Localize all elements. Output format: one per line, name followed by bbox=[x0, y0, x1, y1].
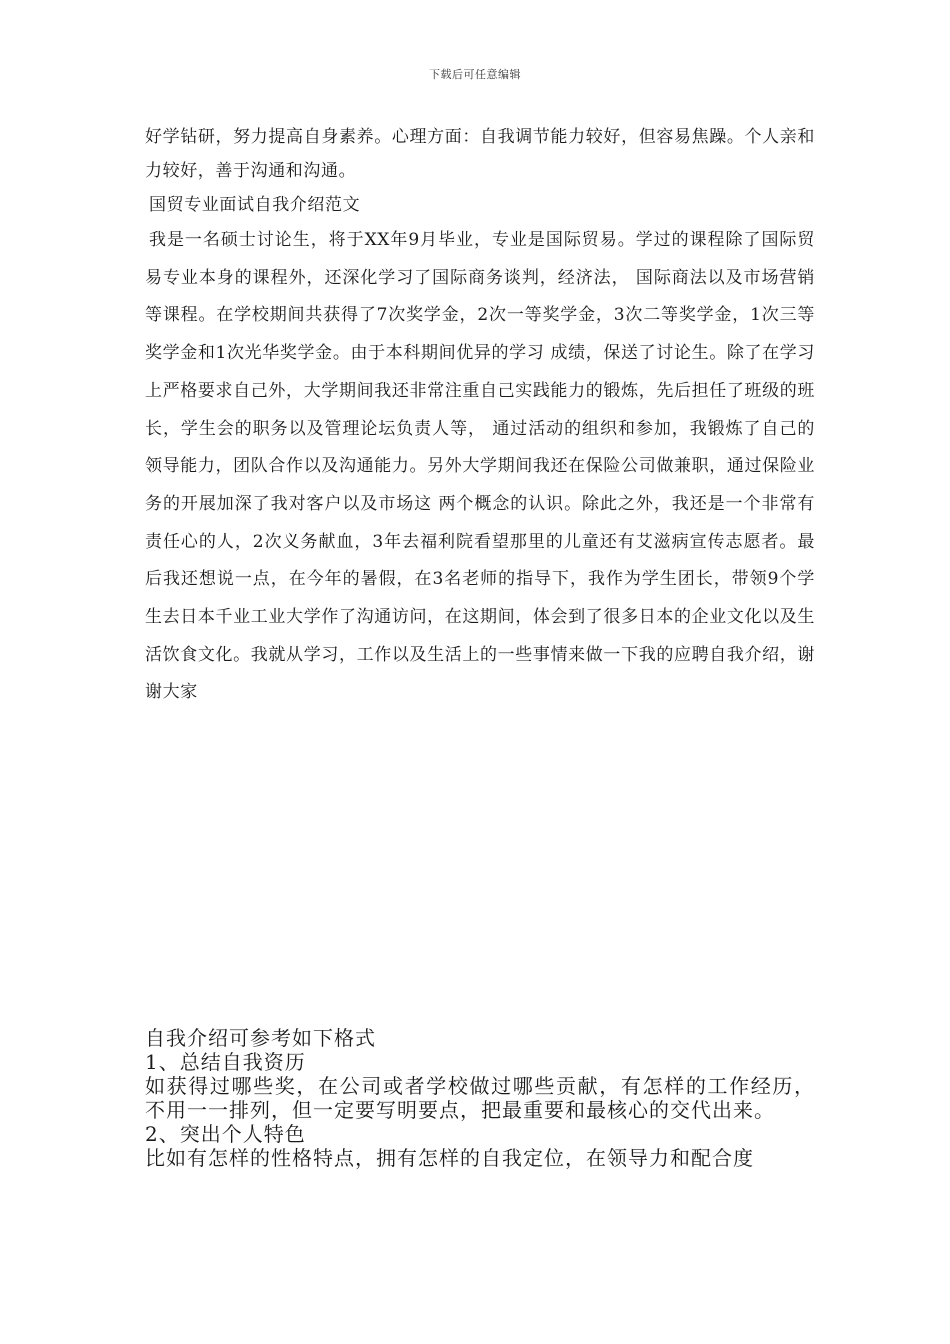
page-header-note: 下载后可任意编辑 bbox=[429, 68, 521, 81]
format-item2-body: 比如有怎样的性格特点，拥有怎样的自我定位，在领导力和配合度 bbox=[145, 1146, 754, 1170]
format-item1-title: 1、总结自我资历 bbox=[145, 1050, 306, 1074]
format-section bbox=[145, 1026, 815, 1170]
format-item1-body: 如获得过哪些奖，在公司或者学校做过哪些贡献，有怎样的工作经历，不用一一排列，但一定要写明要点，把最重要和最核心的交代出来。 bbox=[145, 1074, 815, 1122]
intro-paragraph: 好学钻研，努力提高自身素养。心理方面：自我调节能力较好，但容易焦躁。个人亲和力较好，善于沟通和沟通。 bbox=[145, 127, 815, 181]
sample-body: 我是一名硕士讨论生，将于XX年9月毕业，专业是国际贸易。学过的课程除了国际贸易专业本身的课程外，还深化学习了国际商务谈判，经济法， 国际商法以及市场营销等课程。在学校期间共获得了7次奖学金，2次一等奖学金，3次二等奖学金，1次三等奖学金和1次光华奖学金。由于本科期间优异的学习 成绩，保送了讨论生。除了在学习上严格要求自己外，大学期间我还非常注重自己实践能力的锻炼，先后担任了班级的班长，学生会的职务以及管理论坛负责人等， 通过活动的组织和参加，我锻炼了自己的领导能力，团队合作以及沟通能力。另外大学期间我还在保险公司做兼职，通过保险业务的开展加深了我对客户以及市场这 两个概念的认识。除此之外，我还是一个非常有责任心的人，2次义务献血，3年去福利院看望那里的儿童还有艾滋病宣传志愿者。最后我还想说一点，在今年的暑假，在3名老师的指导下，我作为学生团长，带领9个学生去日本千业工业大学作了沟通访问，在这期间，体会到了很多日本的企业文化以及生活饮食文化。我就从学习，工作以及生活上的一些事情来做一下我的应聘自我介绍，谢谢大家 bbox=[145, 230, 815, 703]
sample-title: 国贸专业面试自我介绍范文 bbox=[149, 195, 361, 215]
document-body bbox=[145, 120, 815, 712]
format-item2-title: 2、突出个人特色 bbox=[145, 1122, 306, 1146]
format-title: 自我介绍可参考如下格式 bbox=[145, 1026, 376, 1050]
